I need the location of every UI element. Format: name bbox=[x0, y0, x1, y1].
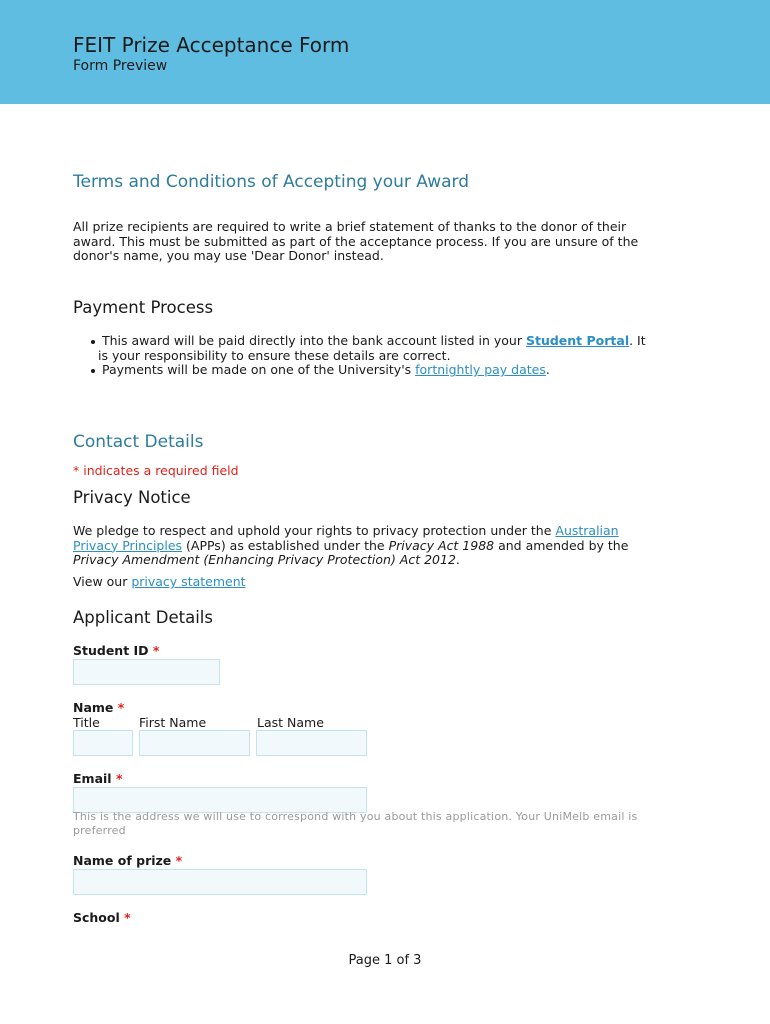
prize-name-input[interactable] bbox=[73, 869, 367, 895]
privacy-statement-line: View our privacy statement bbox=[73, 574, 246, 589]
form-subtitle: Form Preview bbox=[73, 58, 168, 74]
last-name-input[interactable] bbox=[256, 730, 367, 756]
required-asterisk: * bbox=[117, 700, 125, 715]
contact-heading: Contact Details bbox=[73, 432, 204, 452]
student-id-label: Student ID * bbox=[73, 643, 160, 658]
name-label: Name * bbox=[73, 700, 125, 715]
first-name-input[interactable] bbox=[139, 730, 250, 756]
student-portal-link[interactable]: Student Portal bbox=[525, 333, 630, 348]
prize-label: Name of prize * bbox=[73, 853, 183, 868]
privacy-statement-link[interactable]: privacy statement bbox=[131, 574, 246, 589]
page-indicator: Page 1 of 3 bbox=[348, 953, 422, 968]
payment-list bbox=[73, 334, 713, 378]
form-title: FEIT Prize Acceptance Form bbox=[73, 33, 350, 57]
title-input[interactable] bbox=[73, 730, 133, 756]
required-asterisk: * bbox=[152, 643, 160, 658]
payment-bullet-1-continuation: is your responsibility to ensure these details are correct. bbox=[98, 347, 451, 363]
terms-paragraph bbox=[73, 220, 713, 264]
app-link-part-2[interactable]: Privacy Principles bbox=[73, 537, 183, 553]
form-header bbox=[0, 0, 770, 104]
applicant-heading: Applicant Details bbox=[73, 608, 213, 627]
first-name-label: First Name bbox=[139, 715, 207, 730]
app-link-part-1[interactable]: Australian bbox=[555, 523, 619, 538]
last-name-label: Last Name bbox=[257, 715, 324, 730]
student-id-input[interactable] bbox=[73, 659, 220, 685]
privacy-paragraph: We pledge to respect and uphold your rights to privacy protection under the Australian Privacy Principles (APPs) as established under the Privacy Act 1988 and amended by the Privacy Amendment (Enhancing Privacy Protection) Act 2012. bbox=[73, 523, 629, 568]
pay-dates-link[interactable]: fortnightly pay dates bbox=[415, 362, 546, 378]
terms-line-3: donor's name, you may use 'Dear Donor' instead. bbox=[73, 248, 384, 264]
title-label: Title bbox=[73, 715, 100, 730]
required-asterisk: * bbox=[175, 853, 183, 868]
required-asterisk: * bbox=[115, 771, 123, 786]
required-field-note: * indicates a required field bbox=[73, 463, 239, 478]
terms-line-1: All prize recipients are required to write a brief statement of thanks to the donor of their bbox=[73, 219, 627, 234]
payment-bullet-2: Payments will be made on one of the University's fortnightly pay dates. bbox=[73, 363, 713, 378]
payment-heading: Payment Process bbox=[73, 298, 214, 317]
email-hint: This is the address we will use to correspond with you about this application. Your UniMelb email is preferred bbox=[73, 810, 638, 837]
payment-bullet-1: This award will be paid directly into the bank account listed in your Student Portal. It bbox=[73, 334, 713, 349]
email-label: Email * bbox=[73, 771, 123, 786]
bullet-dot-icon bbox=[91, 340, 95, 344]
school-label: School * bbox=[73, 910, 131, 925]
privacy-heading: Privacy Notice bbox=[73, 488, 191, 507]
bullet-dot-icon bbox=[91, 369, 95, 373]
required-asterisk: * bbox=[124, 910, 131, 925]
terms-line-2: award. This must be submitted as part of the acceptance process. If you are unsure of the bbox=[73, 233, 639, 249]
terms-heading: Terms and Conditions of Accepting your Award bbox=[73, 172, 470, 192]
